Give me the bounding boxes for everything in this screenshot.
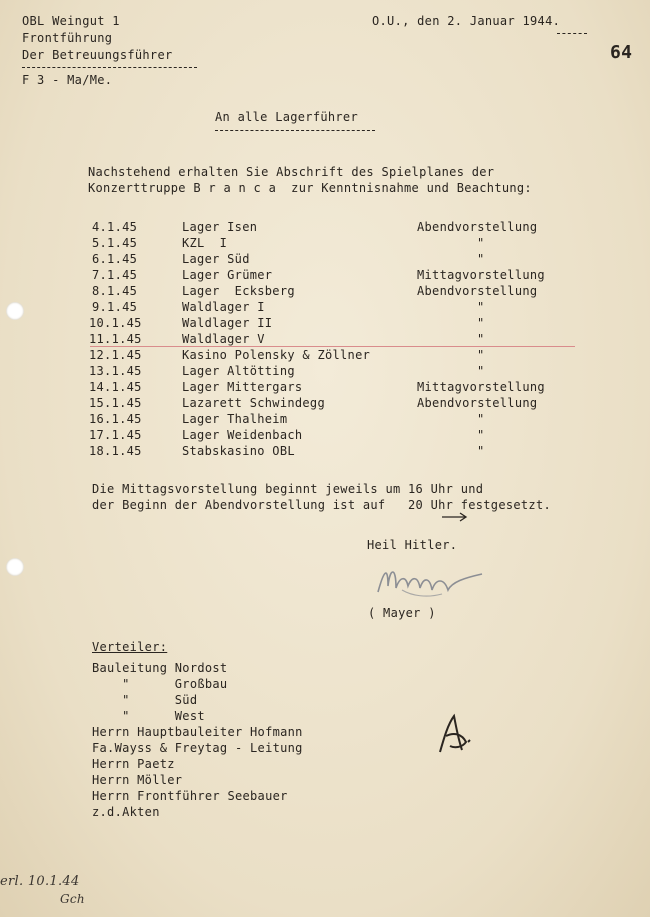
schedule-place: Lager Thalheim [182,412,288,426]
schedule-row [92,236,572,252]
schedule-performance: " [477,332,485,346]
schedule-date: 18.1.45 [89,444,142,458]
distribution-line: Fa.Wayss & Freytag - Leitung [92,741,303,755]
schedule-performance: Abendvorstellung [417,396,538,410]
schedule-date: 10.1.45 [89,316,142,330]
punch-hole-bottom [6,558,24,576]
schedule-place: Waldlager I [182,300,265,314]
schedule-row [92,268,572,284]
schedule-performance: Abendvorstellung [417,284,538,298]
schedule-row [89,364,572,380]
distribution-line: " Süd [92,693,198,707]
schedule-row [89,348,572,364]
closing-line-1: Die Mittagsvorstellung beginnt jeweils um 16 Uhr und [92,482,484,496]
schedule-date: 7.1.45 [92,268,138,282]
margin-note-line-2: Gch [60,892,85,906]
schedule-performance: Mittagvorstellung [417,380,545,394]
schedule-date: 13.1.45 [89,364,142,378]
greeting: Heil Hitler. [367,538,458,552]
intro-line-2: Konzerttruppe B r a n c a zur Kenntnisnahme und Beachtung: [88,181,532,195]
place-date: O.U., den 2. Januar 1944. [372,14,561,28]
intro-line-1: Nachstehend erhalten Sie Abschrift des Spielplanes der [88,165,495,179]
schedule-date: 5.1.45 [92,236,138,250]
punch-hole-top [6,302,24,320]
schedule-row [89,428,572,444]
schedule-performance: " [477,316,485,330]
schedule-place: Lager Grümer [182,268,273,282]
schedule-performance: " [477,252,485,266]
schedule-row [92,220,572,236]
schedule-performance: Abendvorstellung [417,220,538,234]
schedule-row [92,252,572,268]
handwritten-signature [372,556,487,608]
schedule-row [89,396,572,412]
schedule-date: 12.1.45 [89,348,142,362]
schedule-performance: Mittagvorstellung [417,268,545,282]
closing-line-2: der Beginn der Abendvorstellung ist auf 20 Uhr festgesetzt. [92,498,552,512]
distribution-line: Herrn Frontführer Seebauer [92,789,288,803]
reference: F 3 - Ma/Me. [22,73,113,87]
schedule-date: 6.1.45 [92,252,138,266]
schedule-date: 9.1.45 [92,300,138,314]
schedule-date: 15.1.45 [89,396,142,410]
sender-line-3: Der Betreuungsführer [22,48,173,62]
schedule-row [89,444,572,460]
handwritten-initial [432,712,476,758]
schedule-row [89,316,572,332]
schedule-place: Lager Isen [182,220,258,234]
distribution-heading: Verteiler: [92,640,168,654]
red-pencil-line [90,346,575,347]
distribution-line: z.d.Akten [92,805,160,819]
schedule-place: KZL I [182,236,228,250]
distribution-line: Herrn Möller [92,773,183,787]
schedule-place: Lager Süd [182,252,250,266]
signature-name: ( Mayer ) [368,606,436,620]
addressee: An alle Lagerführer [215,110,358,124]
schedule-performance: " [477,364,485,378]
schedule-place: Waldlager V [182,332,265,346]
underline-arrow-icon [440,512,470,522]
distribution-line: " Großbau [92,677,228,691]
schedule-place: Lager Weidenbach [182,428,303,442]
schedule-place: Lager Altötting [182,364,295,378]
schedule-performance: " [477,300,485,314]
schedule-row [92,300,572,316]
schedule-date: 17.1.45 [89,428,142,442]
distribution-line: Bauleitung Nordost [92,661,228,675]
addressee-rule [215,130,375,131]
schedule-place: Lager Mittergars [182,380,303,394]
schedule-date: 8.1.45 [92,284,138,298]
schedule-performance: " [477,428,485,442]
distribution-line: Herrn Paetz [92,757,175,771]
schedule-place: Lazarett Schwindegg [182,396,325,410]
schedule-row [89,412,572,428]
schedule-place: Stabskasino OBL [182,444,295,458]
schedule-performance: " [477,412,485,426]
distribution-line: " West [92,709,205,723]
schedule-performance: " [477,348,485,362]
schedule-row [92,284,572,300]
margin-note-line-1: erl. 10.1.44 [0,874,80,889]
schedule-date: 4.1.45 [92,220,138,234]
schedule-performance: " [477,236,485,250]
distribution-line: Herrn Hauptbauleiter Hofmann [92,725,303,739]
date-rule [557,33,587,34]
schedule-performance: " [477,444,485,458]
schedule-place: Lager Ecksberg [182,284,295,298]
schedule-place: Waldlager II [182,316,273,330]
schedule-row [89,380,572,396]
sender-line-2: Frontführung [22,31,113,45]
schedule-place: Kasino Polensky & Zöllner [182,348,371,362]
schedule-date: 16.1.45 [89,412,142,426]
sender-rule [22,67,197,68]
schedule-date: 11.1.45 [89,332,142,346]
page-number: 64 [610,42,633,63]
sender-line-1: OBL Weingut 1 [22,14,120,28]
schedule-date: 14.1.45 [89,380,142,394]
